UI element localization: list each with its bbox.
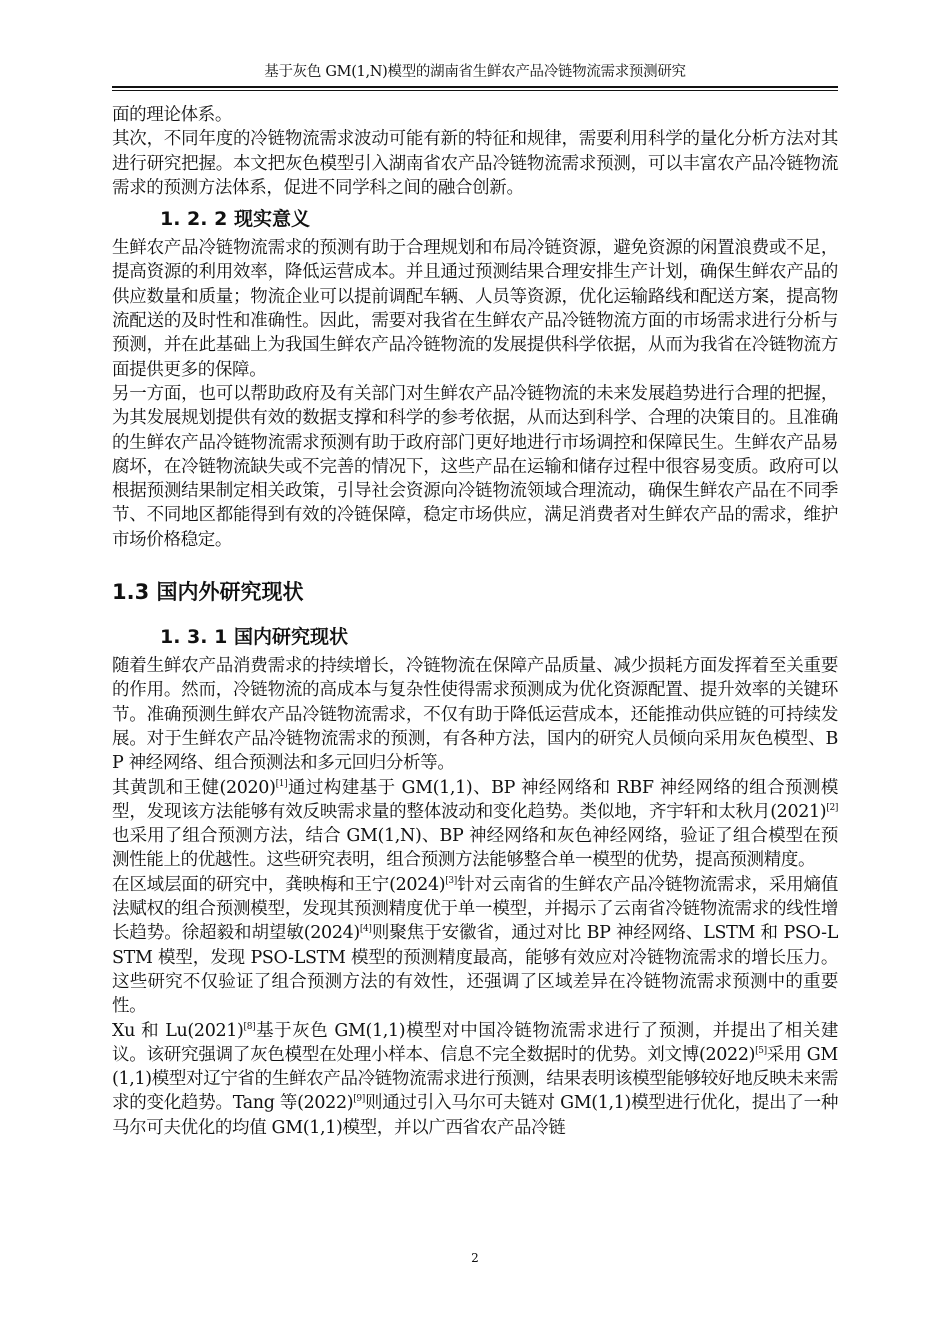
citation-ref-8: [8]	[243, 1021, 256, 1032]
citation-ref-1: [1]	[275, 778, 288, 789]
text-run: Xu 和 Lu(2021)	[112, 1020, 244, 1041]
text-run: 通过构建基于 GM(1,1)、BP 神经网络和 RBF 神经网络的组合预测模型，发现该方法能够有效反映需求量的整体波动和变化趋势。类似地，齐宇轩和太秋月(2021)	[112, 777, 838, 822]
running-header: 基于灰色 GM(1,N)模型的湖南省生鲜农产品冷链物流需求预测研究	[264, 64, 686, 80]
paragraph-regional-studies	[112, 873, 838, 1019]
text-run: 也采用了组合预测方法，结合 GM(1,N)、BP 神经网络和灰色神经网络，验证了组合模型在预测性能上的优越性。这些研究表明，组合预测方法能够整合单一模型的优势，提高预测精度。	[112, 826, 838, 871]
section-heading-1-3-1: 1. 3. 1 国内研究现状	[160, 626, 348, 649]
header-rule-thin	[112, 90, 838, 91]
paragraph-domestic-intro: 随着生鲜农产品消费需求的持续增长，冷链物流在保障产品质量、减少损耗方面发挥着至关重要的作用。然而，冷链物流的高成本与复杂性使得需求预测成为优化资源配置、提升效率的关键环节。准确预测生鲜农产品冷链物流需求，不仅有助于降低运营成本，还能推动供应链的可持续发展。对于生鲜农产品冷链物流需求的预测，有各种方法，国内的研究人员倾向采用灰色模型、BP 神经网络、组合预测法和多元回归分析等。	[112, 656, 838, 774]
paragraph-theory-significance: 其次，不同年度的冷链物流需求波动可能有新的特征和规律，需要利用科学的量化分析方法对其进行研究把握。本文把灰色模型引入湖南省农产品冷链物流需求预测，可以丰富农产品冷链物流需求的预测方法体系，促进不同学科之间的融合创新。	[112, 129, 838, 198]
citation-ref-5: [5]	[755, 1045, 767, 1056]
paragraph-grey-model-studies	[112, 1019, 838, 1140]
header-rule-thick	[112, 86, 838, 88]
paragraph-government-role: 另一方面，也可以帮助政府及有关部门对生鲜农产品冷链物流的未来发展趋势进行合理的把握，为其发展规划提供有效的数据支撑和科学的参考依据，从而达到科学、合理的决策目的。且准确的生鲜农产品冷链物流需求预测有助于政府部门更好地进行市场调控和保障民生。生鲜农产品易腐坏，在冷链物流缺失或不完善的情况下，这些产品在运输和储存过程中很容易变质。政府可以根据预测结果制定相关政策，引导社会资源向冷链物流领域合理流动，确保生鲜农产品在不同季节、不同地区都能得到有效的冷链保障，稳定市场供应，满足消费者对生鲜农产品的需求，维护市场价格稳定。	[112, 383, 838, 550]
paragraph-theory-end: 面的理论体系。	[112, 105, 233, 125]
citation-ref-9: [9]	[353, 1094, 365, 1105]
citation-ref-3: [3]	[445, 875, 457, 886]
text-run: 在区域层面的研究中，龚映梅和王宁(2024)	[112, 874, 446, 895]
text-run: 则通过引入马尔可夫链对 GM(1,1)模型进行优化，提出了一种马尔可夫优化的均值 GM(1,1)模型，并以广西省农产品冷链	[112, 1093, 838, 1138]
section-heading-1-2-2: 1. 2. 2 现实意义	[160, 208, 310, 231]
page-number: 2	[471, 1251, 479, 1265]
citation-ref-2: [2]	[826, 802, 838, 813]
text-run: 基于灰色 GM(1,1)模型对中国冷链物流需求进行了预测，并提出了相关建议。该研究强调了灰色模型在处理小样本、信息不完全数据时的优势。刘文博(2022)	[112, 1020, 838, 1065]
paragraph-practical-significance: 生鲜农产品冷链物流需求的预测有助于合理规划和布局冷链资源，避免资源的闲置浪费或不足，提高资源的利用效率，降低运营成本。并且通过预测结果合理安排生产计划，确保生鲜农产品的供应数量和质量；物流企业可以提前调配车辆、人员等资源，优化运输路线和配送方案，提高物流配送的及时性和准确性。因此，需要对我省在生鲜农产品冷链物流方面的市场需求进行分析与预测，并在此基础上为我国生鲜农产品冷链物流的发展提供科学依据，从而为我省在冷链物流方面提供更多的保障。	[112, 238, 838, 380]
text-run: 针对云南省的生鲜农产品冷链物流需求，采用熵值法赋权的组合预测模型，发现其预测精度优于单一模型，并揭示了云南省冷链物流需求的线性增长趋势。徐超毅和胡望敏(2024)	[112, 874, 838, 944]
citation-ref-4: [4]	[359, 924, 372, 935]
text-run: 其黄凯和王健(2020)	[112, 777, 276, 798]
page-body	[112, 103, 838, 1140]
text-run: 则聚焦于安徽省，通过对比 BP 神经网络、LSTM 和 PSO-LSTM 模型，发现 PSO-LSTM 模型的预测精度最高，能够有效应对冷链物流需求的增长压力。这些研究不仅验证了组合预测方法的有效性，还强调了区域差异在冷链物流需求预测中的重要性。	[112, 923, 838, 1017]
paragraph-combined-models	[112, 776, 838, 873]
text-run: 采用 GM(1,1)模型对辽宁省的生鲜农产品冷链物流需求进行预测，结果表明该模型能够较好地反映未来需求的变化趋势。Tang 等(2022)	[112, 1044, 838, 1114]
section-heading-1-3: 1.3 国内外研究现状	[112, 580, 304, 605]
